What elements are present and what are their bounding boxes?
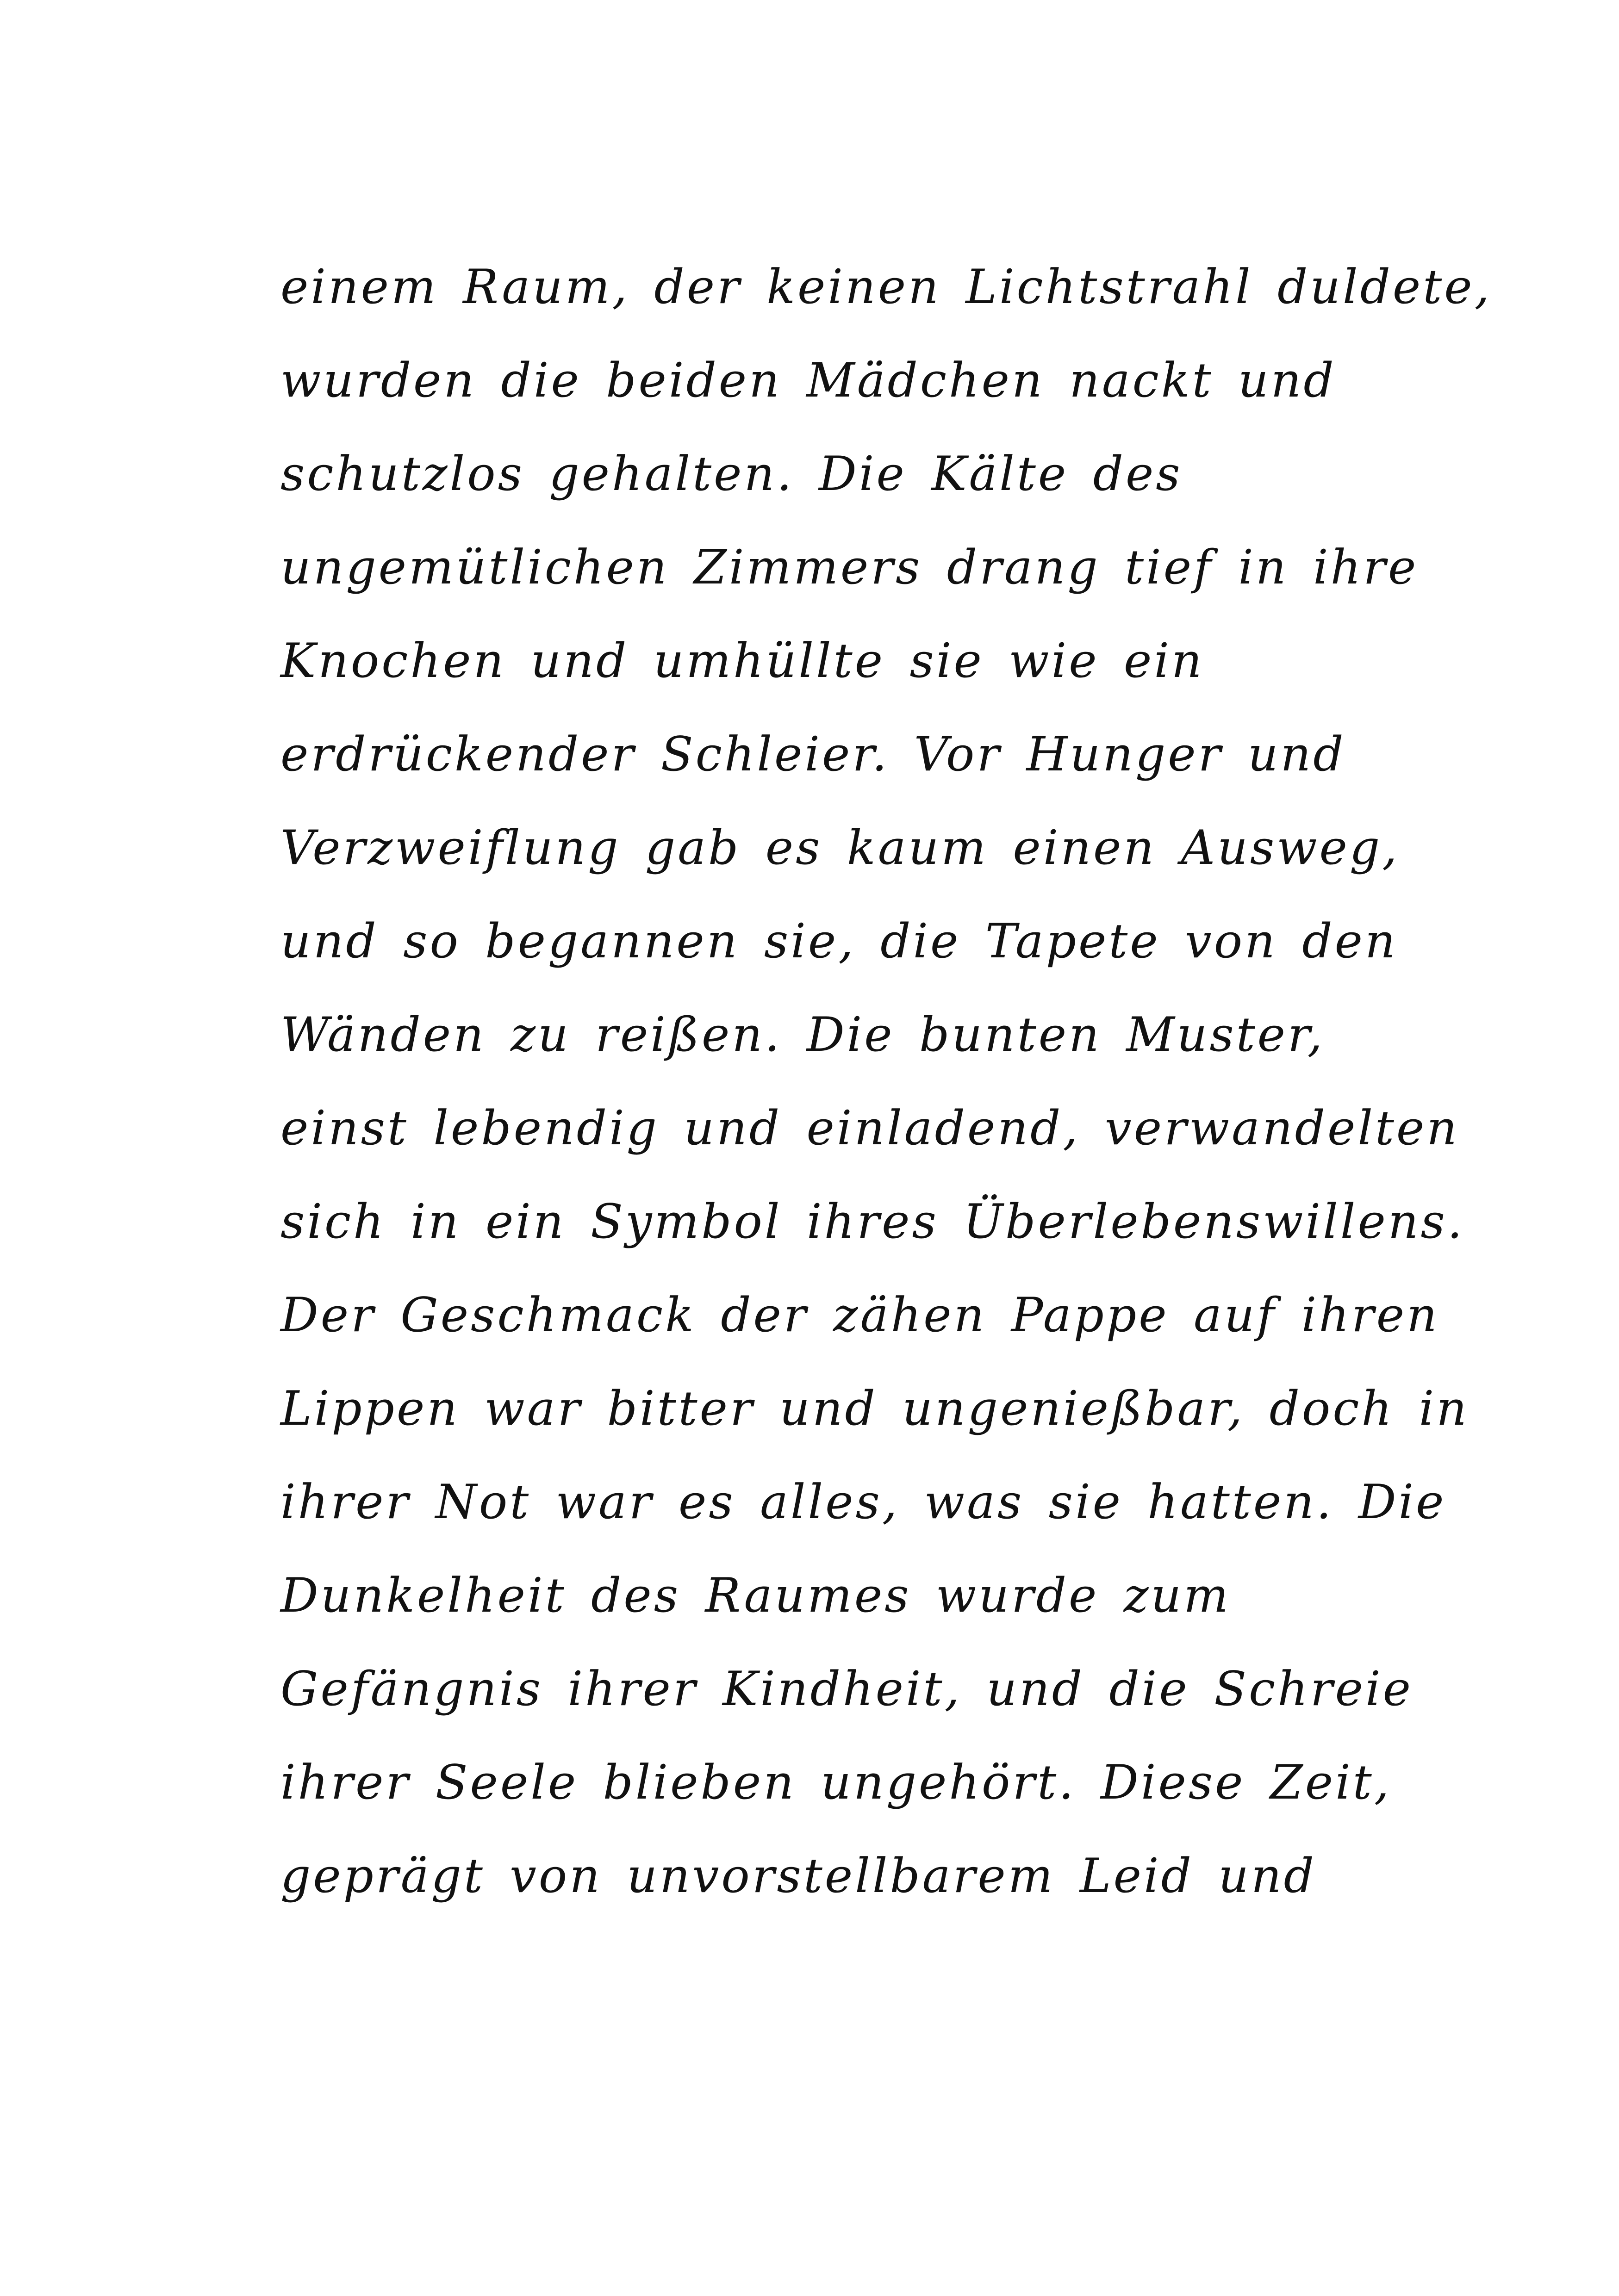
text-line: geprägt von unvorstellbarem Leid und (280, 1849, 1316, 1904)
text-line: Gefängnis ihrer Kindheit, und die Schreie (280, 1662, 1414, 1717)
text-line: Dunkelheit des Raumes wurde zum (280, 1568, 1231, 1623)
text-line: Lippen war bitter und ungenießbar, doch in (280, 1381, 1469, 1436)
text-line: wurden die beiden Mädchen nackt und (280, 353, 1336, 408)
text-line: einst lebendig und einladend, verwandelten (280, 1101, 1459, 1156)
body-text (280, 241, 1492, 1923)
text-line: ihrer Seele blieben ungehört. Diese Zeit, (280, 1755, 1392, 1810)
text-line: schutzlos gehalten. Die Kälte des (280, 447, 1183, 502)
text-line: sich in ein Symbol ihres Überlebenswillens. (280, 1194, 1465, 1249)
text-line: Verzweiflung gab es kaum einen Ausweg, (280, 820, 1400, 875)
text-line: Der Geschmack der zähen Pappe auf ihren (280, 1288, 1439, 1343)
text-line: Knochen und umhüllte sie wie ein (280, 633, 1204, 689)
text-line: einem Raum, der keinen Lichtstrahl duldete, (280, 260, 1492, 315)
text-line: ungemütlichen Zimmers drang tief in ihre (280, 540, 1419, 595)
text-line: ihrer Not war es alles, was sie hatten. Die (280, 1475, 1446, 1530)
text-line: und so begannen sie, die Tapete von den (280, 914, 1398, 969)
text-line: erdrückender Schleier. Vor Hunger und (280, 727, 1346, 782)
text-line: Wänden zu reißen. Die bunten Muster, (280, 1007, 1325, 1062)
